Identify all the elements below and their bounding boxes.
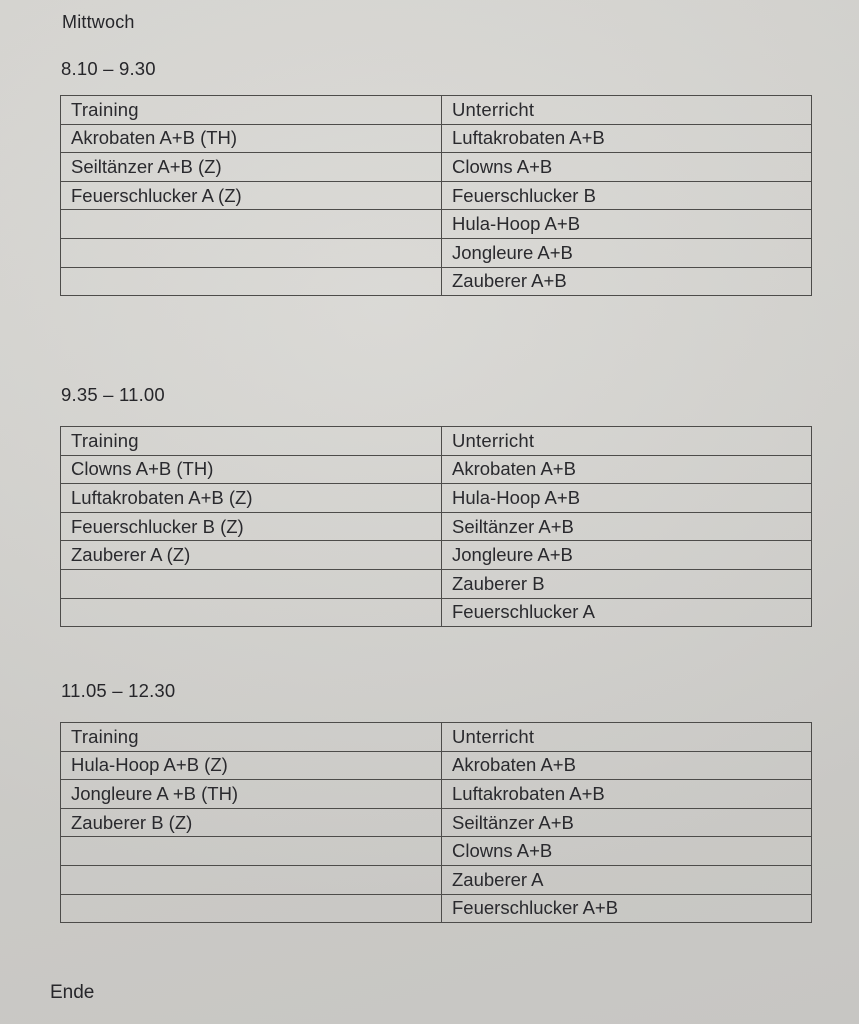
table-row xyxy=(61,455,812,484)
unterricht-cell: Seiltänzer A+B xyxy=(442,512,812,541)
unterricht-cell: Akrobaten A+B xyxy=(442,455,812,484)
training-cell xyxy=(61,267,442,296)
training-cell: Feuerschlucker A (Z) xyxy=(61,181,442,210)
table-row xyxy=(61,124,812,153)
training-column-header: Training xyxy=(61,96,442,125)
table-row xyxy=(61,598,812,627)
table-header-row xyxy=(61,96,812,125)
unterricht-column-header: Unterricht xyxy=(442,427,812,456)
unterricht-cell: Hula-Hoop A+B xyxy=(442,210,812,239)
table-header-row xyxy=(61,427,812,456)
schedule-table-1 xyxy=(60,95,812,296)
training-cell xyxy=(61,837,442,866)
unterricht-cell: Jongleure A+B xyxy=(442,541,812,570)
schedule-table-2 xyxy=(60,426,812,627)
training-cell: Seiltänzer A+B (Z) xyxy=(61,153,442,182)
unterricht-column-header: Unterricht xyxy=(442,96,812,125)
training-column-header: Training xyxy=(61,427,442,456)
training-cell: Zauberer B (Z) xyxy=(61,808,442,837)
training-cell: Zauberer A (Z) xyxy=(61,541,442,570)
training-cell xyxy=(61,238,442,267)
unterricht-cell: Feuerschlucker A xyxy=(442,598,812,627)
table-row xyxy=(61,865,812,894)
unterricht-cell: Jongleure A+B xyxy=(442,238,812,267)
unterricht-cell: Clowns A+B xyxy=(442,837,812,866)
unterricht-cell: Zauberer A xyxy=(442,865,812,894)
training-cell xyxy=(61,894,442,923)
table-row xyxy=(61,267,812,296)
unterricht-cell: Luftakrobaten A+B xyxy=(442,780,812,809)
table-row xyxy=(61,569,812,598)
table-row xyxy=(61,808,812,837)
unterricht-cell: Clowns A+B xyxy=(442,153,812,182)
unterricht-cell: Hula-Hoop A+B xyxy=(442,484,812,513)
unterricht-cell: Zauberer B xyxy=(442,569,812,598)
unterricht-cell: Zauberer A+B xyxy=(442,267,812,296)
timeslot-label-1: 8.10 – 9.30 xyxy=(61,58,156,79)
end-label: Ende xyxy=(50,982,95,1003)
table-row xyxy=(61,238,812,267)
table-row xyxy=(61,751,812,780)
training-cell: Hula-Hoop A+B (Z) xyxy=(61,751,442,780)
training-cell: Feuerschlucker B (Z) xyxy=(61,512,442,541)
unterricht-cell: Feuerschlucker A+B xyxy=(442,894,812,923)
table-row xyxy=(61,153,812,182)
training-cell: Jongleure A +B (TH) xyxy=(61,780,442,809)
training-cell: Clowns A+B (TH) xyxy=(61,455,442,484)
table-row xyxy=(61,780,812,809)
training-cell: Akrobaten A+B (TH) xyxy=(61,124,442,153)
unterricht-cell: Akrobaten A+B xyxy=(442,751,812,780)
unterricht-cell: Feuerschlucker B xyxy=(442,181,812,210)
training-cell xyxy=(61,569,442,598)
table-header-row xyxy=(61,723,812,752)
training-column-header: Training xyxy=(61,723,442,752)
training-cell: Luftakrobaten A+B (Z) xyxy=(61,484,442,513)
unterricht-cell: Seiltänzer A+B xyxy=(442,808,812,837)
table-row xyxy=(61,837,812,866)
table-row xyxy=(61,484,812,513)
schedule-table-3 xyxy=(60,722,812,923)
day-title: Mittwoch xyxy=(62,12,135,32)
training-cell xyxy=(61,865,442,894)
training-cell xyxy=(61,598,442,627)
timeslot-label-3: 11.05 – 12.30 xyxy=(61,680,176,701)
timeslot-label-2: 9.35 – 11.00 xyxy=(61,384,165,405)
table-row xyxy=(61,181,812,210)
unterricht-cell: Luftakrobaten A+B xyxy=(442,124,812,153)
unterricht-column-header: Unterricht xyxy=(442,723,812,752)
table-row xyxy=(61,210,812,239)
table-row xyxy=(61,541,812,570)
training-cell xyxy=(61,210,442,239)
table-row xyxy=(61,894,812,923)
table-row xyxy=(61,512,812,541)
